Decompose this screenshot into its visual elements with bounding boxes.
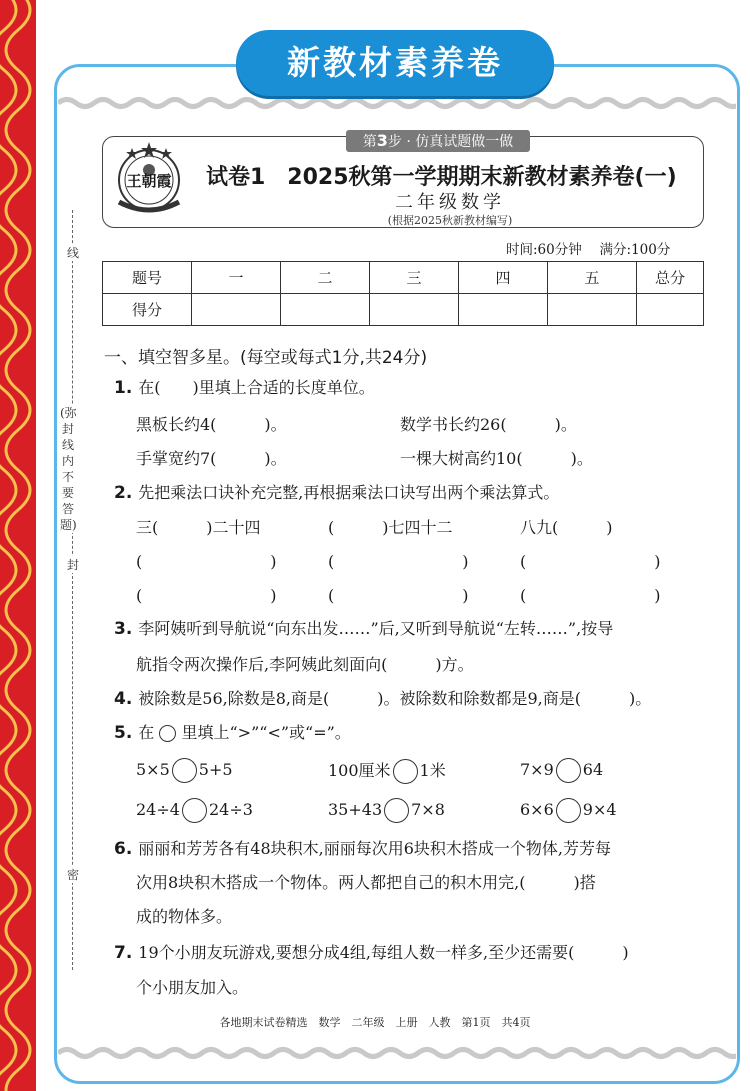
q1-item: 数学书长约26( )。	[400, 415, 577, 434]
compare-item: 6×6 9×4	[520, 798, 617, 823]
question-4: 4. 被除数是56,除数是8,商是( )。被除数和除数都是9,商是( )。	[114, 689, 652, 709]
header-cell: 四	[459, 262, 548, 294]
score-cell[interactable]	[370, 294, 459, 326]
question-7-line2: 个小朋友加入。	[136, 978, 249, 997]
question-3: 3. 李阿姨听到导航说“向东出发……”后,又听到导航说“左转……”,按导	[114, 619, 614, 639]
brand-logo	[110, 140, 188, 222]
question-7: 7. 19个小朋友玩游戏,要想分成4组,每组人数一样多,至少还需要( )	[114, 943, 629, 963]
header-cell: 二	[281, 262, 370, 294]
time-label: 时间:60分钟	[506, 242, 582, 258]
compare-item: 24÷4 24÷3	[136, 798, 253, 823]
compare-item: 5×5 5+5	[136, 758, 233, 783]
header-cell: 一	[192, 262, 281, 294]
subject-title: 二年级数学	[395, 192, 505, 213]
ribbon-wave-icon	[0, 0, 36, 1091]
compare-item: 35+43 7×8	[328, 798, 445, 823]
score-table-score-row	[103, 294, 704, 326]
score-table	[102, 261, 704, 326]
score-table-header-row	[103, 262, 704, 294]
score-cell[interactable]	[281, 294, 370, 326]
circle-blank-icon	[159, 725, 176, 742]
binding-word-feng: 封	[66, 558, 79, 572]
q2-item: 三( )二十四	[136, 518, 261, 537]
compare-circle[interactable]	[384, 798, 409, 823]
q2-item: ( )七四十二	[328, 518, 453, 537]
question-6-line3: 成的物体多。	[136, 907, 233, 926]
compare-circle[interactable]	[393, 759, 418, 784]
compare-circle[interactable]	[556, 798, 581, 823]
page-footer: 各地期末试卷精选 数学 二年级 上册 人教 第1页 共4页	[219, 1016, 531, 1029]
q2-blank[interactable]: ( )	[328, 586, 469, 605]
q2-blank[interactable]: ( )	[136, 586, 277, 605]
q2-blank[interactable]: ( )	[328, 552, 469, 571]
question-1: 1. 在( )里填上合适的长度单位。	[114, 378, 375, 398]
q1-item: 黑板长约4( )。	[136, 415, 287, 434]
question-6-line2: 次用8块积木搭成一个物体。两人都把自己的积木用完,( )搭	[136, 873, 596, 892]
compare-item: 7×9 64	[520, 758, 603, 783]
binding-word-xian: 线	[66, 246, 79, 260]
score-cell[interactable]	[637, 294, 704, 326]
question-5: 5. 在 里填上“>”“<”或“=”。	[114, 723, 351, 743]
time-score-info	[506, 238, 670, 258]
q2-blank[interactable]: ( )	[520, 552, 661, 571]
question-2: 2. 先把乘法口诀补充完整,再根据乘法口诀写出两个乘法算式。	[114, 483, 560, 503]
question-3-line2: 航指令两次操作后,李阿姨此刻面向( )方。	[136, 655, 474, 674]
header-cell: 五	[548, 262, 637, 294]
header-cell: 题号	[103, 262, 192, 294]
compare-item: 100厘米 1米	[328, 758, 446, 784]
paper-title: 试卷1 2025秋第一学期期末新教材素养卷(一)	[206, 165, 677, 190]
basis-note: (根据2025秋新教材编写)	[387, 214, 513, 227]
binding-note: (弥封线内不要答题)	[60, 406, 77, 532]
question-6: 6. 丽丽和芳芳各有48块积木,丽丽每次用6块积木搭成一个物体,芳芳每	[114, 839, 612, 859]
section-title: 一、填空智多星。(每空或每式1分,共24分)	[104, 348, 428, 368]
binding-line	[72, 210, 73, 970]
decorative-ribbon	[0, 0, 36, 1091]
step-tab: 第3步 · 仿真试题做一做	[346, 130, 530, 152]
full-score-label: 满分:100分	[599, 242, 671, 258]
top-wave-divider	[58, 96, 736, 110]
banner-title: 新教材素养卷	[236, 30, 554, 96]
q2-blank[interactable]: ( )	[136, 552, 277, 571]
q2-item: 八九( )	[520, 518, 613, 537]
score-cell[interactable]	[459, 294, 548, 326]
bottom-wave-divider	[58, 1046, 736, 1060]
score-cell[interactable]	[548, 294, 637, 326]
binding-word-mi: 密	[66, 868, 79, 882]
compare-circle[interactable]	[172, 758, 197, 783]
header-cell: 总分	[637, 262, 704, 294]
logo-text: 王朝霞	[126, 172, 172, 190]
q2-blank[interactable]: ( )	[520, 586, 661, 605]
compare-circle[interactable]	[556, 758, 581, 783]
q1-item: 手掌宽约7( )。	[136, 449, 287, 468]
score-cell[interactable]	[192, 294, 281, 326]
row-label: 得分	[103, 294, 192, 326]
header-cell: 三	[370, 262, 459, 294]
q1-item: 一棵大树高约10( )。	[400, 449, 593, 468]
compare-circle[interactable]	[182, 798, 207, 823]
